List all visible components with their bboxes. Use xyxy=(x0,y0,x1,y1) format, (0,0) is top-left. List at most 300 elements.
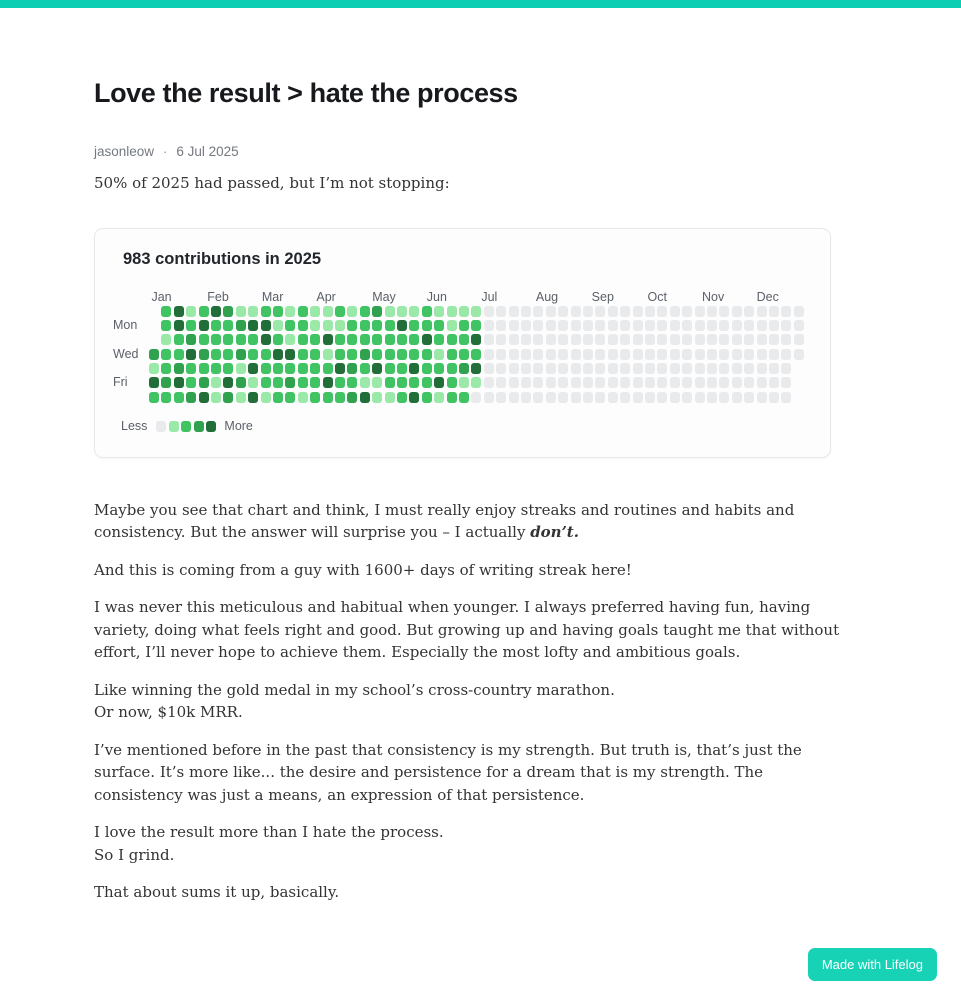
body-text: That about sums it up, basically. xyxy=(94,883,340,901)
contribution-cell xyxy=(360,363,370,374)
contribution-cell xyxy=(633,306,643,317)
contribution-cell xyxy=(695,377,705,388)
contribution-cell xyxy=(620,349,630,360)
contribution-cell xyxy=(484,306,494,317)
contribution-cell xyxy=(794,306,804,317)
contribution-cell xyxy=(608,349,618,360)
contribution-cell xyxy=(608,363,618,374)
contribution-cell xyxy=(695,392,705,403)
contribution-cell xyxy=(509,320,519,331)
contribution-cell xyxy=(186,392,196,403)
contribution-cell xyxy=(471,377,481,388)
contribution-cell xyxy=(236,334,246,345)
contribution-cell xyxy=(385,306,395,317)
contribution-cell xyxy=(583,306,593,317)
contribution-cell xyxy=(298,334,308,345)
contribution-cell xyxy=(558,334,568,345)
contribution-cell xyxy=(285,377,295,388)
contribution-cell xyxy=(744,377,754,388)
contribution-cell xyxy=(558,392,568,403)
contribution-cell xyxy=(409,306,419,317)
contribution-cell xyxy=(682,306,692,317)
contribution-cell xyxy=(533,320,543,331)
contribution-cell xyxy=(769,363,779,374)
contribution-cell xyxy=(422,334,432,345)
contribution-cell xyxy=(434,392,444,403)
contribution-cell xyxy=(273,363,283,374)
contribution-cell xyxy=(335,392,345,403)
contribution-cell xyxy=(211,349,221,360)
contribution-cell xyxy=(323,334,333,345)
contribution-cell xyxy=(781,334,791,345)
contribution-cell xyxy=(571,334,581,345)
contribution-cell xyxy=(298,320,308,331)
contribution-cell xyxy=(261,320,271,331)
contribution-cell xyxy=(372,349,382,360)
contribution-cell xyxy=(447,363,457,374)
contribution-cell xyxy=(211,377,221,388)
contribution-cell xyxy=(707,377,717,388)
contribution-cell xyxy=(447,320,457,331)
contribution-cell xyxy=(757,377,767,388)
contribution-cell xyxy=(335,320,345,331)
contribution-cell xyxy=(769,306,779,317)
legend-swatches xyxy=(156,421,216,432)
contribution-cell xyxy=(509,363,519,374)
contribution-cell xyxy=(323,392,333,403)
contribution-cell xyxy=(719,377,729,388)
contribution-cell xyxy=(682,392,692,403)
contribution-cell xyxy=(633,349,643,360)
contribution-cell xyxy=(397,377,407,388)
contribution-cell xyxy=(732,320,742,331)
contribution-cell xyxy=(546,392,556,403)
contribution-cell xyxy=(161,334,171,345)
contribution-cell xyxy=(769,377,779,388)
contribution-cell xyxy=(434,320,444,331)
contribution-cell xyxy=(496,392,506,403)
contribution-cell xyxy=(571,363,581,374)
contribution-cell xyxy=(670,334,680,345)
contribution-cell xyxy=(732,334,742,345)
contribution-cell xyxy=(174,320,184,331)
contribution-cell xyxy=(422,320,432,331)
contribution-cell xyxy=(484,334,494,345)
contribution-cell xyxy=(719,349,729,360)
contribution-cell xyxy=(347,349,357,360)
contribution-cell xyxy=(608,392,618,403)
contribution-cell xyxy=(571,392,581,403)
contribution-cell xyxy=(620,392,630,403)
contribution-cell xyxy=(422,306,432,317)
contribution-cell xyxy=(223,320,233,331)
contribution-cell xyxy=(719,320,729,331)
contribution-cell xyxy=(397,306,407,317)
contribution-cell xyxy=(670,306,680,317)
body-paragraph xyxy=(94,679,856,724)
contribution-cell xyxy=(248,392,258,403)
heatmap-grid xyxy=(149,306,807,404)
contribution-cell xyxy=(471,320,481,331)
contribution-cell xyxy=(161,306,171,317)
contribution-cell xyxy=(434,349,444,360)
contribution-cell xyxy=(583,320,593,331)
contribution-cell xyxy=(273,320,283,331)
contribution-cell xyxy=(186,334,196,345)
contribution-cell xyxy=(546,334,556,345)
contribution-cell xyxy=(360,320,370,331)
contribution-cell xyxy=(595,392,605,403)
contribution-cell xyxy=(670,392,680,403)
contribution-cell xyxy=(174,377,184,388)
contribution-cell xyxy=(533,392,543,403)
contribution-cell xyxy=(521,377,531,388)
contribution-cell xyxy=(732,349,742,360)
contribution-cell xyxy=(186,320,196,331)
month-label: Mar xyxy=(261,289,284,304)
contribution-cell xyxy=(360,392,370,403)
contribution-cell xyxy=(521,363,531,374)
contribution-cell xyxy=(645,377,655,388)
contribution-cell xyxy=(298,349,308,360)
contribution-cell xyxy=(236,377,246,388)
contribution-cell xyxy=(670,349,680,360)
contribution-cell xyxy=(385,363,395,374)
contribution-cell xyxy=(372,320,382,331)
contribution-cell xyxy=(645,392,655,403)
month-label: Dec xyxy=(756,289,779,304)
contribution-cell xyxy=(744,320,754,331)
contribution-cell xyxy=(645,306,655,317)
contribution-cell xyxy=(471,306,481,317)
contribution-cell xyxy=(496,334,506,345)
contribution-graph-title: 983 contributions in 2025 xyxy=(123,249,322,268)
contribution-cell xyxy=(620,377,630,388)
contribution-cell xyxy=(273,392,283,403)
contribution-cell xyxy=(546,306,556,317)
contribution-cell xyxy=(409,320,419,331)
contribution-cell xyxy=(447,334,457,345)
month-label: May xyxy=(372,289,396,304)
contribution-cell xyxy=(509,334,519,345)
contribution-cell xyxy=(781,349,791,360)
contribution-cell xyxy=(174,363,184,374)
contribution-cell xyxy=(633,334,643,345)
contribution-cell xyxy=(360,349,370,360)
contribution-cell xyxy=(236,363,246,374)
contribution-cell xyxy=(397,363,407,374)
contribution-cell xyxy=(199,363,209,374)
contribution-cell xyxy=(571,320,581,331)
post-date: 6 Jul 2025 xyxy=(176,144,239,159)
contribution-cell xyxy=(273,349,283,360)
contribution-cell xyxy=(298,392,308,403)
contribution-cell xyxy=(744,306,754,317)
contribution-cell xyxy=(310,363,320,374)
page-title: Love the result > hate the process xyxy=(94,78,518,108)
body-paragraph xyxy=(94,559,856,582)
contribution-cell xyxy=(682,363,692,374)
contribution-cell xyxy=(781,392,791,403)
body-text: I love the result more than I hate the process. xyxy=(94,823,444,841)
contribution-cell xyxy=(509,392,519,403)
contribution-cell xyxy=(447,392,457,403)
contribution-cell xyxy=(732,377,742,388)
contribution-cell xyxy=(608,377,618,388)
contribution-cell xyxy=(149,349,159,360)
contribution-cell xyxy=(347,377,357,388)
contribution-cell xyxy=(484,363,494,374)
contribution-cell xyxy=(633,363,643,374)
contribution-cell xyxy=(372,334,382,345)
contribution-cell xyxy=(707,334,717,345)
intro-paragraph: 50% of 2025 had passed, but I’m not stopping: xyxy=(94,174,450,192)
contribution-cell xyxy=(298,306,308,317)
contribution-cell xyxy=(397,320,407,331)
contribution-cell xyxy=(397,349,407,360)
contribution-cell xyxy=(199,306,209,317)
contribution-cell xyxy=(794,349,804,360)
contribution-cell xyxy=(657,306,667,317)
contribution-cell xyxy=(273,306,283,317)
contribution-cell xyxy=(484,320,494,331)
contribution-cell xyxy=(496,320,506,331)
contribution-cell xyxy=(447,349,457,360)
contribution-cell xyxy=(273,334,283,345)
contribution-cell xyxy=(385,320,395,331)
contribution-cell xyxy=(422,349,432,360)
contribution-cell xyxy=(409,363,419,374)
body-text: I was never this meticulous and habitual when younger. I always preferred having fun, having variety, doing what feels right and good. But growing up and having goals taught me that without effort, I’ll never hope to achieve them. Especially the most lofty and ambitious goals. xyxy=(94,598,840,661)
article-container xyxy=(94,78,856,904)
contribution-cell xyxy=(186,377,196,388)
contribution-cell xyxy=(211,363,221,374)
contribution-cell xyxy=(447,306,457,317)
month-label: Aug xyxy=(535,289,559,304)
contribution-cell xyxy=(261,363,271,374)
month-label: Feb xyxy=(207,289,229,304)
contribution-cell xyxy=(285,306,295,317)
day-label: Fri xyxy=(113,375,128,390)
contribution-cell xyxy=(657,320,667,331)
contribution-cell xyxy=(583,334,593,345)
contribution-cell xyxy=(744,363,754,374)
contribution-cell xyxy=(571,306,581,317)
contribution-cell xyxy=(645,320,655,331)
contribution-cell xyxy=(533,306,543,317)
emphasized-text: don’t. xyxy=(530,523,579,541)
contribution-cell xyxy=(459,392,469,403)
contribution-cell xyxy=(620,334,630,345)
contribution-cell xyxy=(732,306,742,317)
contribution-cell xyxy=(509,349,519,360)
body-text: Like winning the gold medal in my school’s cross-country marathon. xyxy=(94,680,615,699)
legend-level-swatch xyxy=(169,421,179,432)
contribution-cell xyxy=(595,349,605,360)
contribution-cell xyxy=(657,377,667,388)
contribution-cell xyxy=(682,334,692,345)
day-label: Mon xyxy=(113,317,138,332)
contribution-cell xyxy=(248,306,258,317)
contribution-cell xyxy=(199,320,209,331)
contribution-cell xyxy=(385,349,395,360)
contribution-cell xyxy=(409,377,419,388)
contribution-cell xyxy=(372,392,382,403)
contribution-cell xyxy=(719,363,729,374)
contribution-cell xyxy=(236,392,246,403)
contribution-cell xyxy=(620,320,630,331)
contribution-cell xyxy=(682,377,692,388)
contribution-cell xyxy=(757,349,767,360)
contribution-cell xyxy=(223,306,233,317)
contribution-cell xyxy=(310,377,320,388)
contribution-cell xyxy=(521,320,531,331)
contribution-cell xyxy=(657,392,667,403)
contribution-cell xyxy=(211,392,221,403)
contribution-cell xyxy=(285,334,295,345)
contribution-cell xyxy=(360,306,370,317)
contribution-cell xyxy=(335,349,345,360)
body-paragraph xyxy=(94,739,856,807)
contribution-cell xyxy=(261,334,271,345)
contribution-cell xyxy=(347,392,357,403)
contribution-cell xyxy=(769,334,779,345)
contribution-cell xyxy=(769,392,779,403)
month-label: Oct xyxy=(647,289,667,304)
contribution-cell xyxy=(372,306,382,317)
contribution-cell xyxy=(794,320,804,331)
contribution-cell xyxy=(347,306,357,317)
contribution-cell xyxy=(695,349,705,360)
contribution-cell xyxy=(199,349,209,360)
contribution-cell xyxy=(595,377,605,388)
contribution-cell xyxy=(521,306,531,317)
made-with-lifelog-badge[interactable]: Made with Lifelog xyxy=(808,948,937,981)
contribution-cell xyxy=(248,320,258,331)
contribution-cell xyxy=(471,392,481,403)
contribution-cell xyxy=(509,377,519,388)
contribution-cell xyxy=(496,377,506,388)
legend-level-swatch xyxy=(206,421,216,432)
contribution-cell xyxy=(434,306,444,317)
contribution-cell xyxy=(757,334,767,345)
contribution-cell xyxy=(533,377,543,388)
contribution-cell xyxy=(608,334,618,345)
contribution-cell xyxy=(223,377,233,388)
contribution-cell xyxy=(335,363,345,374)
contribution-cell xyxy=(174,306,184,317)
contribution-cell xyxy=(645,334,655,345)
contribution-cell xyxy=(248,377,258,388)
contribution-cell xyxy=(161,363,171,374)
contribution-cell xyxy=(744,349,754,360)
legend-more-label: More xyxy=(224,419,253,433)
contribution-cell xyxy=(583,349,593,360)
contribution-cell xyxy=(595,363,605,374)
contribution-cell xyxy=(310,320,320,331)
contribution-cell xyxy=(633,320,643,331)
contribution-cell xyxy=(719,334,729,345)
contribution-cell xyxy=(583,377,593,388)
contribution-cell xyxy=(186,363,196,374)
contribution-cell xyxy=(583,363,593,374)
contribution-cell xyxy=(149,392,159,403)
contribution-cell xyxy=(757,363,767,374)
contribution-cell xyxy=(385,392,395,403)
contribution-cell xyxy=(261,306,271,317)
contribution-cell xyxy=(471,334,481,345)
contribution-cell xyxy=(347,334,357,345)
contribution-cell xyxy=(323,320,333,331)
contribution-cell xyxy=(434,377,444,388)
contribution-cell xyxy=(496,363,506,374)
brand-top-bar xyxy=(0,0,961,8)
contribution-cell xyxy=(719,392,729,403)
contribution-cell xyxy=(645,349,655,360)
contribution-cell xyxy=(781,306,791,317)
contribution-cell xyxy=(744,392,754,403)
contribution-cell xyxy=(434,334,444,345)
contribution-cell xyxy=(533,363,543,374)
author-name[interactable]: jasonleow xyxy=(94,144,155,159)
contribution-cell xyxy=(323,363,333,374)
contribution-cell xyxy=(657,363,667,374)
heatmap-legend xyxy=(121,419,253,434)
contribution-cell xyxy=(707,320,717,331)
contribution-cell xyxy=(757,306,767,317)
body-text: I’ve mentioned before in the past that consistency is my strength. But truth is, that’s just the surface. It’s more like... the desire and persistence for a dream that is my strength. The consistency was just a means, an expression of that persistence. xyxy=(94,740,802,804)
contribution-cell xyxy=(285,363,295,374)
contribution-cell xyxy=(285,392,295,403)
contribution-cell xyxy=(732,363,742,374)
contribution-cell xyxy=(335,334,345,345)
contribution-cell xyxy=(484,392,494,403)
contribution-cell xyxy=(695,334,705,345)
month-label: Jul xyxy=(481,289,498,304)
day-label: Wed xyxy=(113,346,139,361)
contribution-cell xyxy=(223,349,233,360)
contribution-cell xyxy=(285,320,295,331)
contribution-cell xyxy=(781,377,791,388)
month-label: Sep xyxy=(591,289,614,304)
month-label: Nov xyxy=(702,289,725,304)
contribution-cell xyxy=(781,363,791,374)
contribution-cell xyxy=(682,349,692,360)
contribution-cell xyxy=(471,349,481,360)
contribution-cell xyxy=(409,349,419,360)
contribution-cell xyxy=(248,334,258,345)
contribution-cell xyxy=(670,320,680,331)
byline-separator-dot: · xyxy=(163,144,168,159)
contribution-cell xyxy=(471,363,481,374)
contribution-cell xyxy=(161,392,171,403)
contribution-cell xyxy=(620,363,630,374)
contribution-cell xyxy=(595,306,605,317)
contribution-cell xyxy=(719,306,729,317)
contribution-cell xyxy=(149,363,159,374)
contribution-cell xyxy=(174,334,184,345)
contribution-cell xyxy=(298,377,308,388)
month-label: Apr xyxy=(316,289,336,304)
contribution-cell xyxy=(211,306,221,317)
contribution-cell xyxy=(633,392,643,403)
contribution-cell xyxy=(372,363,382,374)
contribution-cell xyxy=(310,306,320,317)
contribution-cell xyxy=(571,349,581,360)
contribution-cell xyxy=(484,349,494,360)
contribution-cell xyxy=(397,334,407,345)
contribution-cell xyxy=(310,349,320,360)
